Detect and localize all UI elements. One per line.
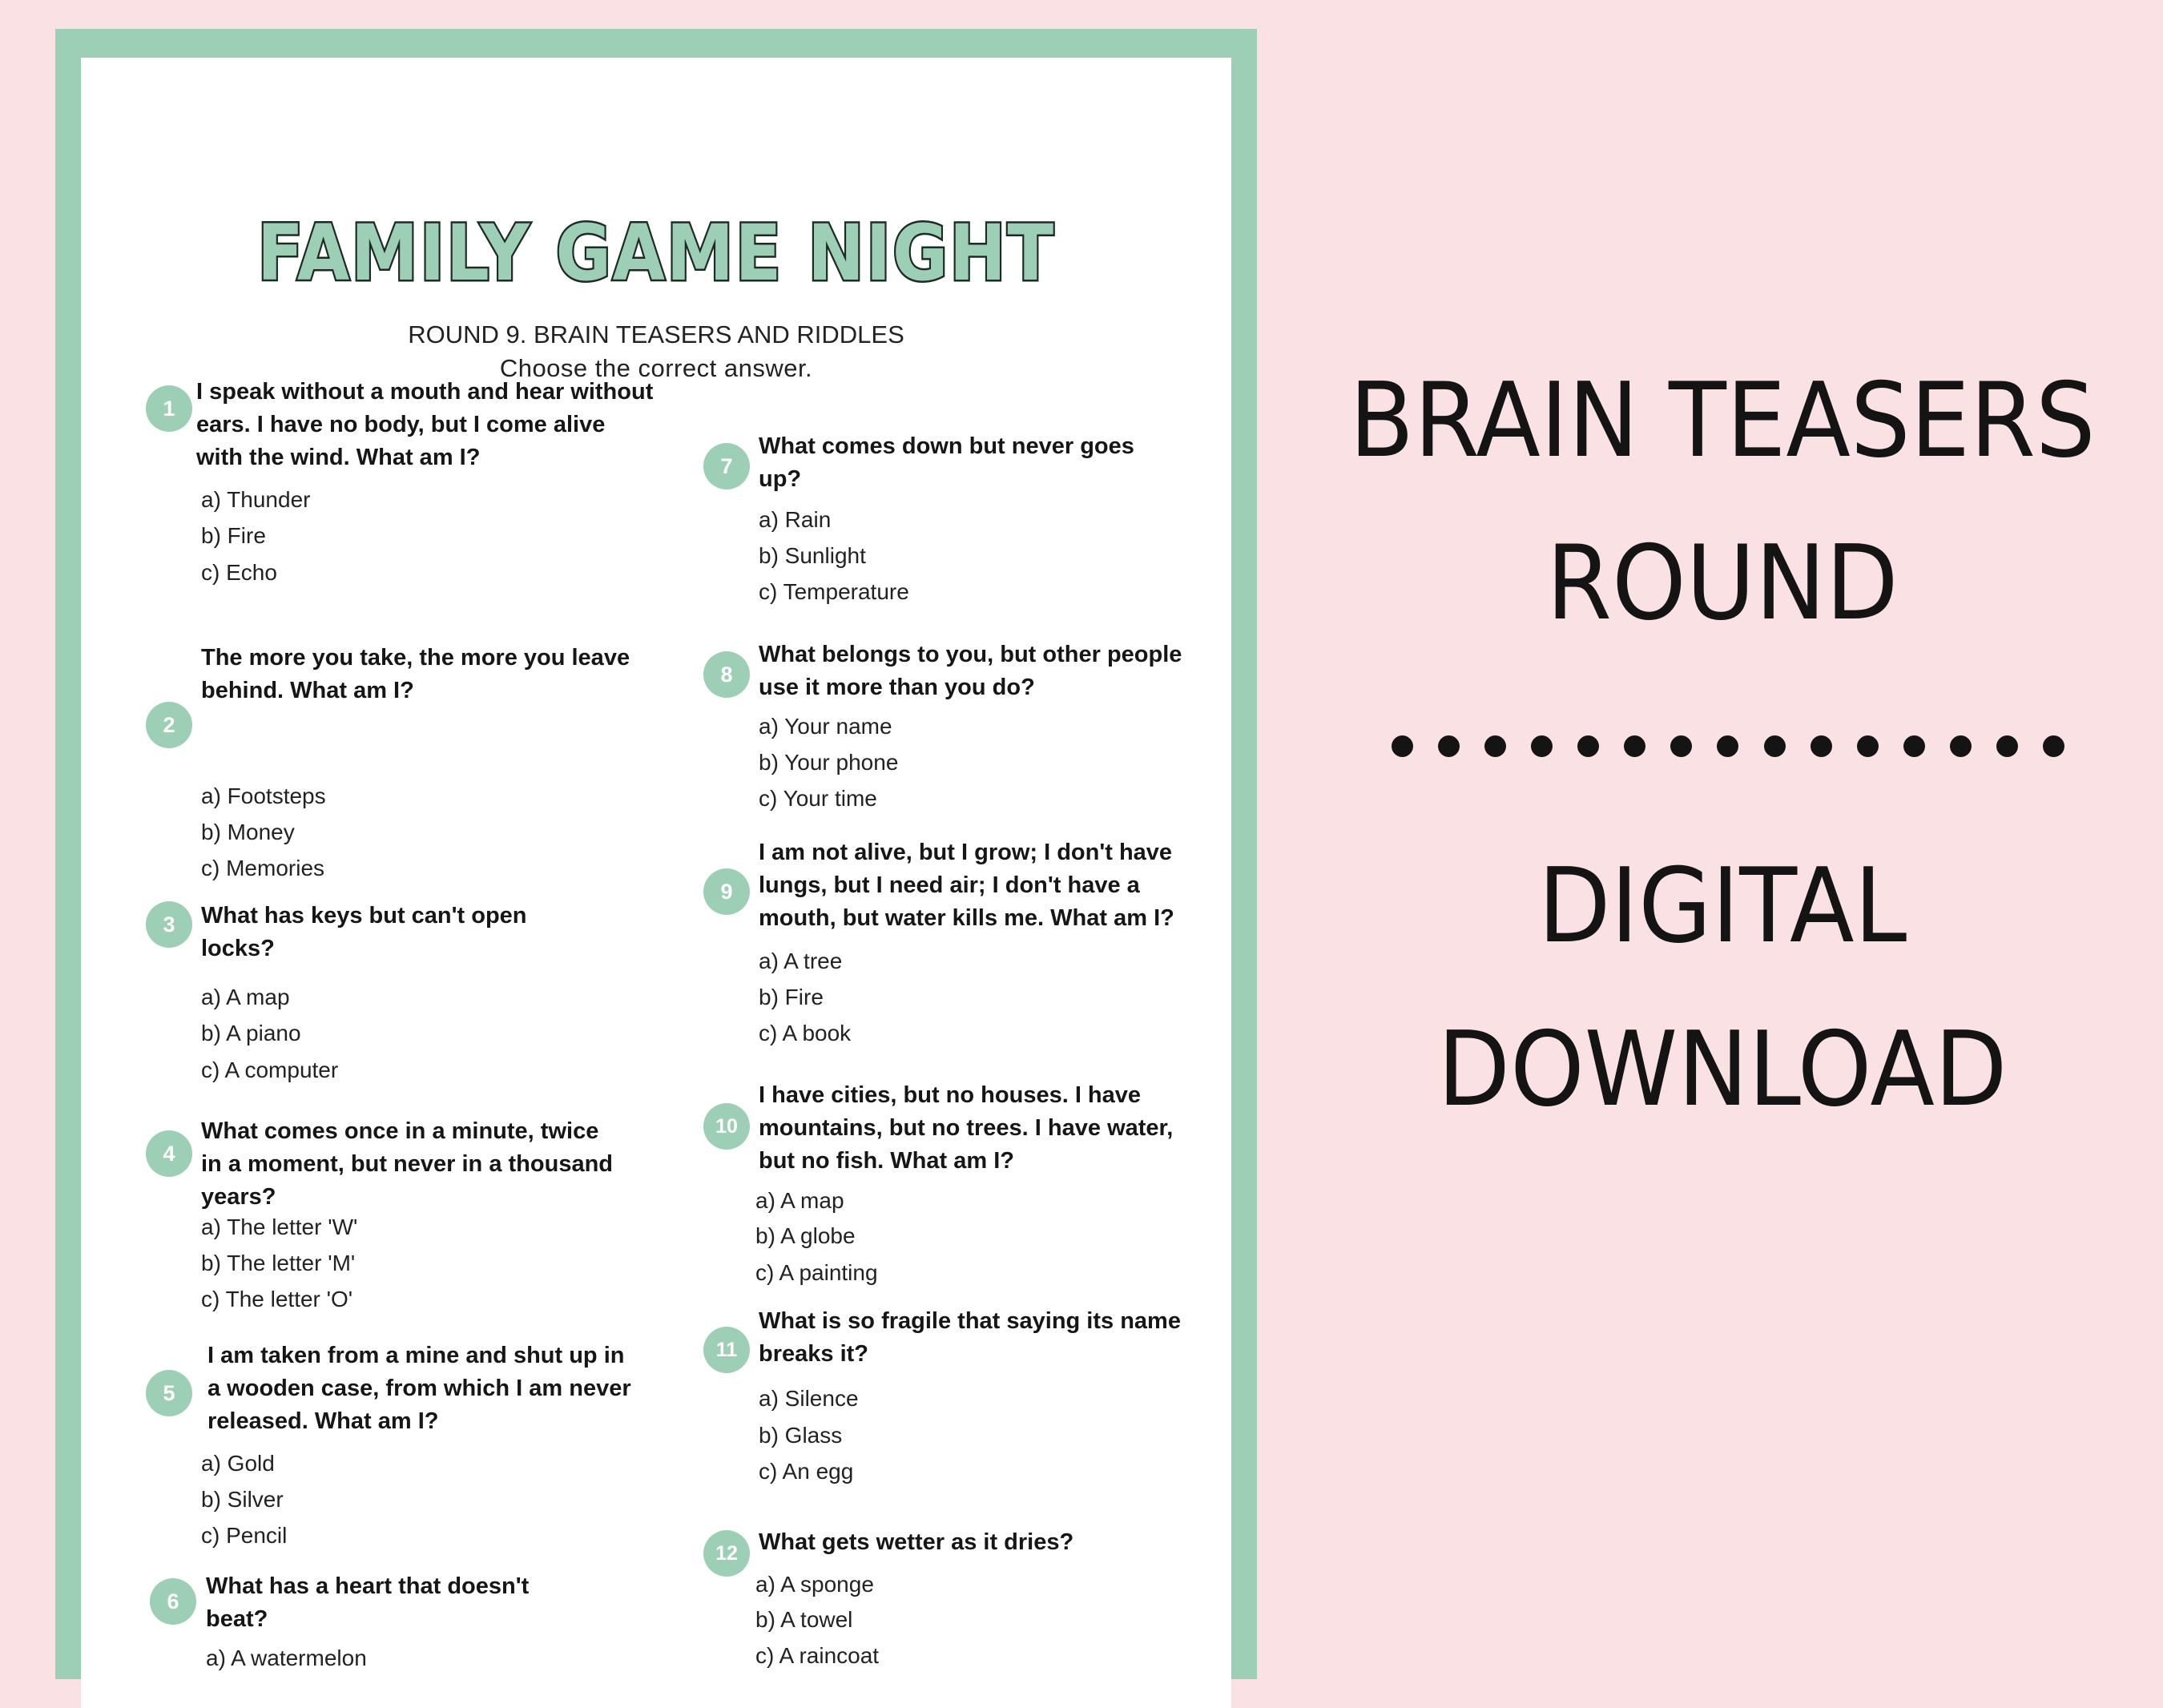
answer-option[interactable]: b) Fire	[759, 985, 824, 1009]
answer-option[interactable]: b) Your phone	[759, 750, 899, 775]
answer-option[interactable]: b) A globe	[755, 1223, 856, 1248]
answer-option[interactable]: c) A computer	[201, 1057, 339, 1082]
question-text: The more you take, the more you leave behind. What am I?	[201, 645, 630, 703]
question-text: I am not alive, but I grow; I don't have lungs, but I need air; I don't have a mouth, but water kills me. What am I?	[759, 840, 1174, 931]
question-text: What comes down but never goes up?	[759, 433, 1134, 492]
question-text: I speak without a mouth and hear without ears. I have no body, but I come alive with the wind. What am I?	[196, 379, 654, 470]
answer-option[interactable]: c) Echo	[201, 560, 277, 585]
promo-heading-line-4: DOWNLOAD	[1437, 1010, 2008, 1130]
answer-option[interactable]: c) Pencil	[201, 1523, 288, 1548]
answer-option[interactable]: b) Money	[201, 820, 295, 844]
answer-option[interactable]: a) Footsteps	[201, 784, 326, 808]
divider-dot	[1950, 735, 1972, 757]
divider-dot	[1764, 735, 1786, 757]
divider-dot	[1438, 735, 1460, 757]
answer-option[interactable]: c) A painting	[755, 1260, 878, 1285]
question-text: What is so fragile that saying its name breaks it?	[759, 1308, 1181, 1367]
worksheet-title: FAMILY GAME NIGHT	[257, 208, 1055, 298]
answer-option[interactable]: a) A map	[201, 985, 290, 1009]
answer-option[interactable]: a) The letter 'W'	[201, 1215, 358, 1239]
promo-heading-line-3: DIGITAL	[1537, 847, 1907, 966]
answer-option[interactable]: c) Your time	[759, 786, 877, 811]
worksheet-instructions: Choose the correct answer.	[499, 354, 813, 382]
answer-option[interactable]: b) Silver	[201, 1487, 284, 1512]
question-number-badge: 3	[146, 901, 192, 948]
answer-option[interactable]: c) Memories	[201, 856, 325, 880]
question-number-badge: 6	[150, 1578, 196, 1625]
promo-heading-line-2: ROUND	[1546, 524, 1899, 643]
divider-dot	[1484, 735, 1506, 757]
question-text: I have cities, but no houses. I have mountains, but no trees. I have water, but no fish. What am I?	[759, 1082, 1174, 1174]
question-number-badge: 4	[146, 1130, 192, 1177]
question-text: What belongs to you, but other people use it more than you do?	[759, 642, 1182, 700]
divider-dot	[1857, 735, 1879, 757]
answer-option[interactable]: a) A map	[755, 1188, 844, 1213]
divider-dot	[1811, 735, 1832, 757]
answer-option[interactable]: a) Gold	[201, 1451, 275, 1476]
answer-option[interactable]: b) Glass	[759, 1423, 843, 1448]
answer-option[interactable]: a) Thunder	[201, 487, 311, 512]
divider-dot	[1903, 735, 1925, 757]
question-number-badge: 10	[703, 1103, 750, 1150]
divider-dot	[1392, 735, 1413, 757]
divider-dot	[1624, 735, 1645, 757]
question-text: What gets wetter as it dries?	[759, 1529, 1074, 1555]
answer-option[interactable]: c) Temperature	[759, 579, 909, 604]
answer-option[interactable]: b) A towel	[755, 1607, 853, 1632]
divider-dot	[1577, 735, 1599, 757]
question-text: What comes once in a minute, twice in a moment, but never in a thousand years?	[201, 1118, 613, 1210]
answer-option[interactable]: c) The letter 'O'	[201, 1287, 353, 1311]
question-number-badge: 9	[703, 868, 750, 915]
answer-option[interactable]: c) A raincoat	[755, 1643, 880, 1668]
answer-option[interactable]: b) Fire	[201, 523, 266, 548]
divider-dot	[1996, 735, 2018, 757]
answer-option[interactable]: a) A watermelon	[206, 1646, 367, 1670]
answer-option[interactable]: c) A book	[759, 1021, 852, 1045]
question-number-badge: 2	[146, 702, 192, 748]
answer-option[interactable]: b) A piano	[201, 1021, 301, 1045]
answer-option[interactable]: a) Your name	[759, 714, 892, 739]
question-number-badge: 8	[703, 651, 750, 698]
promo-heading-line-1: BRAIN TEASERS	[1349, 361, 2096, 481]
worksheet-subtitle: ROUND 9. BRAIN TEASERS AND RIDDLES	[408, 320, 904, 348]
promo-panel	[1282, 0, 2163, 1622]
answer-option[interactable]: a) Silence	[759, 1386, 859, 1411]
question-text: What has a heart that doesn't beat?	[206, 1573, 530, 1632]
question-number-badge: 5	[146, 1370, 192, 1416]
answer-option[interactable]: a) A tree	[759, 949, 843, 973]
answer-option[interactable]: b) The letter 'M'	[201, 1251, 356, 1275]
answer-option[interactable]: c) An egg	[759, 1459, 854, 1484]
answer-option[interactable]: a) Rain	[759, 507, 832, 532]
question-number-badge: 1	[146, 385, 192, 432]
divider-dot	[2043, 735, 2064, 757]
question-text: I am taken from a mine and shut up in a wooden case, from which I am never released. What am I?	[207, 1343, 631, 1434]
divider-dot	[1670, 735, 1692, 757]
answer-option[interactable]: a) A sponge	[755, 1572, 874, 1597]
answer-option[interactable]: b) Sunlight	[759, 543, 866, 568]
divider-dot	[1717, 735, 1738, 757]
question-number-badge: 12	[703, 1530, 750, 1577]
divider-dot	[1531, 735, 1553, 757]
question-number-badge: 11	[703, 1327, 750, 1373]
worksheet-page	[81, 58, 1231, 1708]
question-number-badge: 7	[703, 443, 750, 489]
question-text: What has keys but can't open locks?	[201, 903, 527, 961]
dotted-divider	[1392, 734, 2064, 758]
